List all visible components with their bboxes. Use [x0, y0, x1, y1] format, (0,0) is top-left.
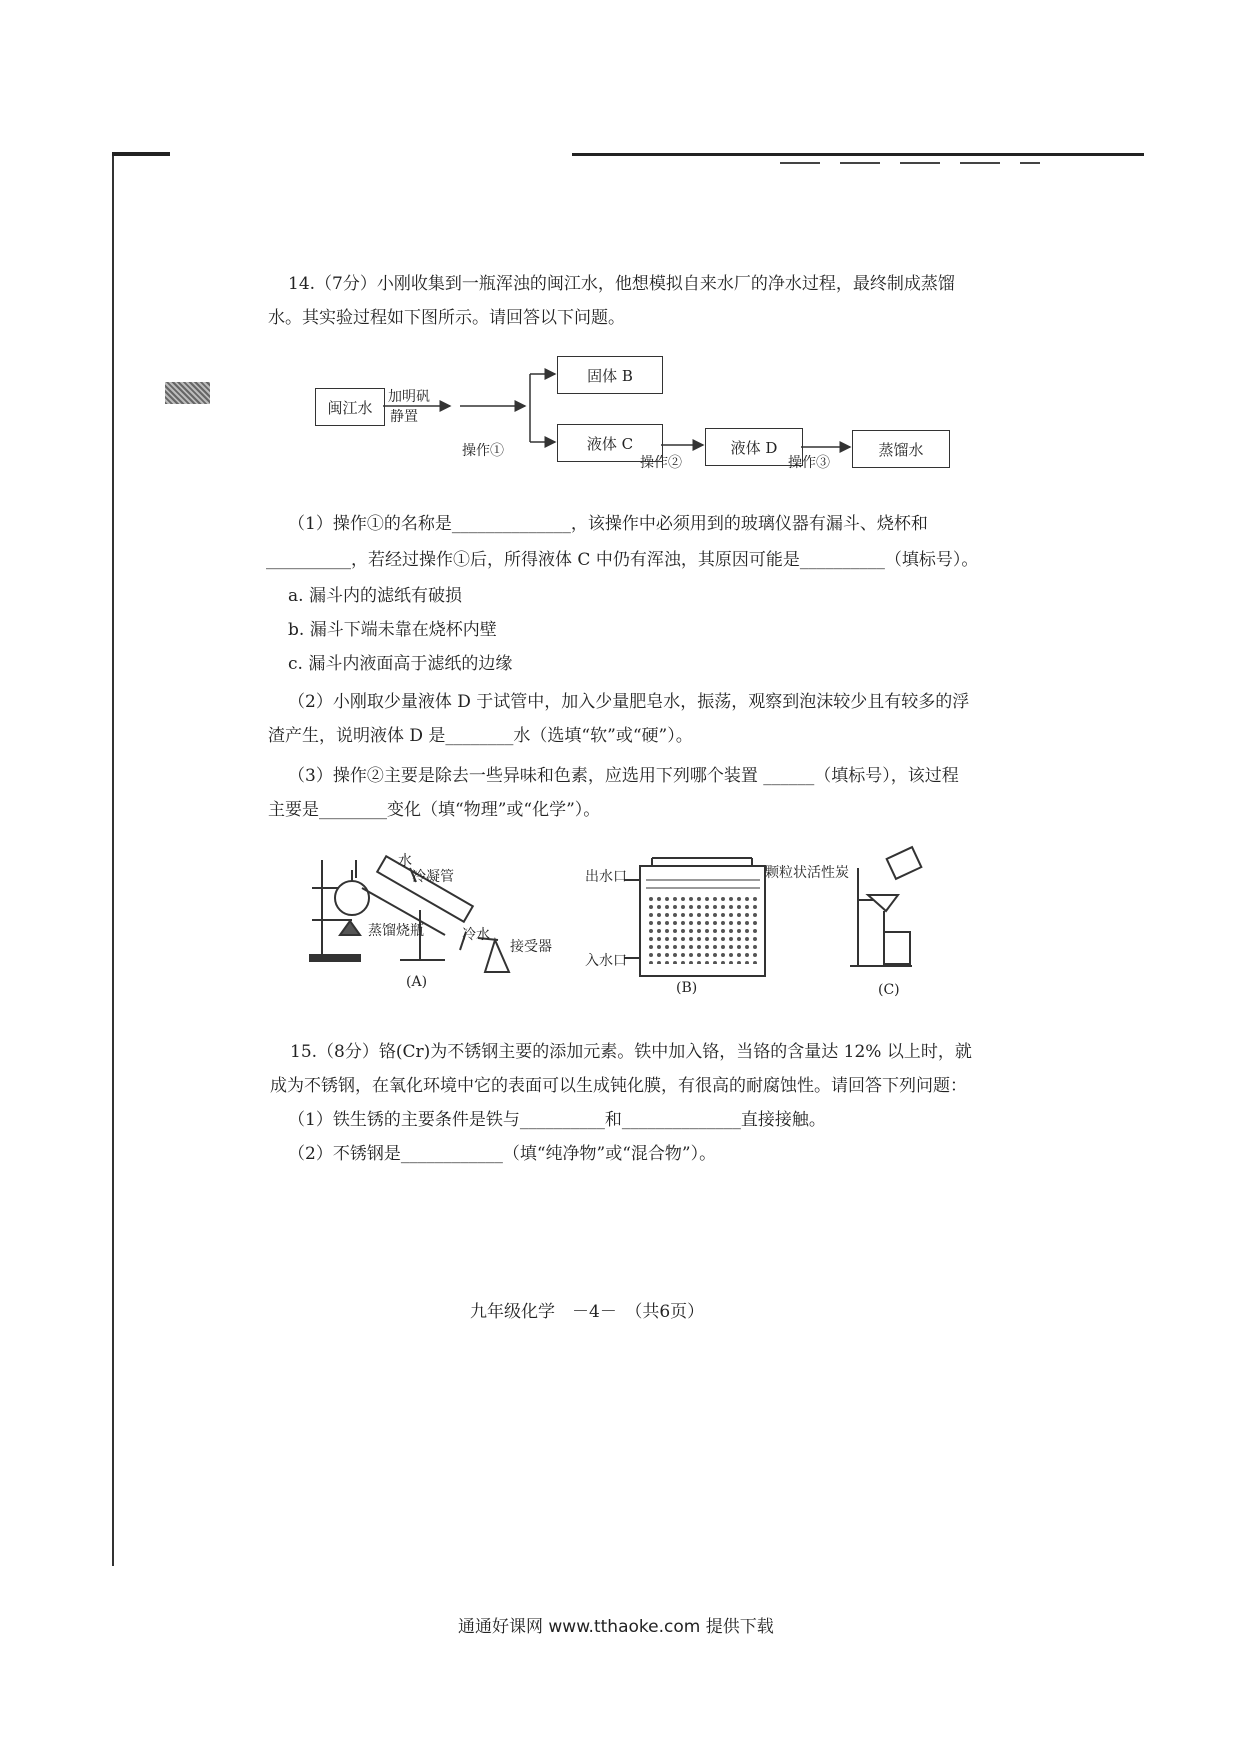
q14-option-a: a. 漏斗内的滤纸有破损 — [288, 586, 462, 606]
q15-part2: （2）不锈钢是____________（填“纯净物”或“混合物”）。 — [288, 1144, 717, 1164]
q15-part1: （1）铁生锈的主要条件是铁与__________和______________直接接触。 — [288, 1110, 826, 1130]
flow-step1-top: 加明矾 — [388, 389, 430, 405]
label-distilling-flask: 蒸馏烧瓶 — [368, 923, 424, 939]
q14-option-c: c. 漏斗内液面高于滤纸的边缘 — [288, 654, 513, 674]
q14-p1-line1: （1）操作①的名称是______________，该操作中必须用到的玻璃仪器有漏斗、烧杯和 — [288, 514, 928, 534]
q14-p2-line1: （2）小刚取少量液体 D 于试管中，加入少量肥皂水，振荡，观察到泡沫较少且有较多的浮 — [288, 692, 970, 712]
q14-intro-line1: 14.（7分）小刚收集到一瓶浑浊的闽江水，他想模拟自来水厂的净水过程，最终制成蒸馏 — [288, 274, 955, 294]
label-activated-carbon: 颗粒状活性炭 — [765, 865, 849, 881]
q14-option-b: b. 漏斗下端未靠在烧杯内壁 — [288, 620, 497, 640]
q15-intro-line1: 15.（8分）铬(Cr)为不锈钢主要的添加元素。铁中加入铬，当铬的含量达 12% 以上时，就 — [290, 1042, 972, 1062]
distillation-apparatus — [310, 856, 509, 972]
label-outlet: 出水口 — [585, 869, 627, 885]
q14-intro-line2: 水。其实验过程如下图所示。请回答以下问题。 — [268, 308, 625, 328]
flow-box-liquid-d: 液体 D — [705, 428, 803, 466]
flow-box-solid-b: 固体 B — [557, 356, 663, 394]
download-credit: 通通好课网 www.tthaoke.com 提供下载 — [458, 1617, 774, 1637]
label-cold-water: 冷水 — [462, 927, 490, 943]
flow-box-start: 闽江水 — [315, 388, 385, 426]
flow-op2-label: 操作② — [640, 455, 682, 471]
q14-p2-line2: 渣产生，说明液体 D 是________水（选填“软”或“硬”）。 — [268, 726, 693, 746]
flow-op1-label: 操作① — [462, 443, 504, 459]
label-inlet: 入水口 — [585, 953, 627, 969]
flow-box-distilled: 蒸馏水 — [852, 430, 950, 468]
filtration-apparatus — [850, 847, 921, 966]
label-condenser: 冷凝管 — [412, 869, 454, 885]
caption-c: (C) — [878, 982, 900, 998]
carbon-adsorber — [624, 858, 765, 976]
caption-b: (B) — [676, 980, 698, 996]
q14-p1-line2: __________，若经过操作①后，所得液体 C 中仍有浑浊，其原因可能是__________（填标号）。 — [266, 550, 979, 570]
q14-p3-line1: （3）操作②主要是除去一些异味和色素，应选用下列哪个装置 ______（填标号），该过程 — [288, 766, 959, 786]
flow-step1-bottom: 静置 — [390, 409, 418, 425]
label-receiver: 接受器 — [510, 939, 552, 955]
label-water: 水 — [398, 853, 412, 869]
page-number: 九年级化学 －4－ （共6页） — [470, 1302, 705, 1322]
q15-intro-line2: 成为不锈钢，在氧化环境中它的表面可以生成钝化膜，有很高的耐腐蚀性。请回答下列问题： — [270, 1076, 967, 1096]
q14-p3-line2: 主要是________变化（填“物理”或“化学”）。 — [268, 800, 601, 820]
flow-op3-label: 操作③ — [788, 455, 830, 471]
caption-a: (A) — [406, 974, 428, 990]
flow-box-liquid-c: 液体 C — [557, 424, 663, 462]
